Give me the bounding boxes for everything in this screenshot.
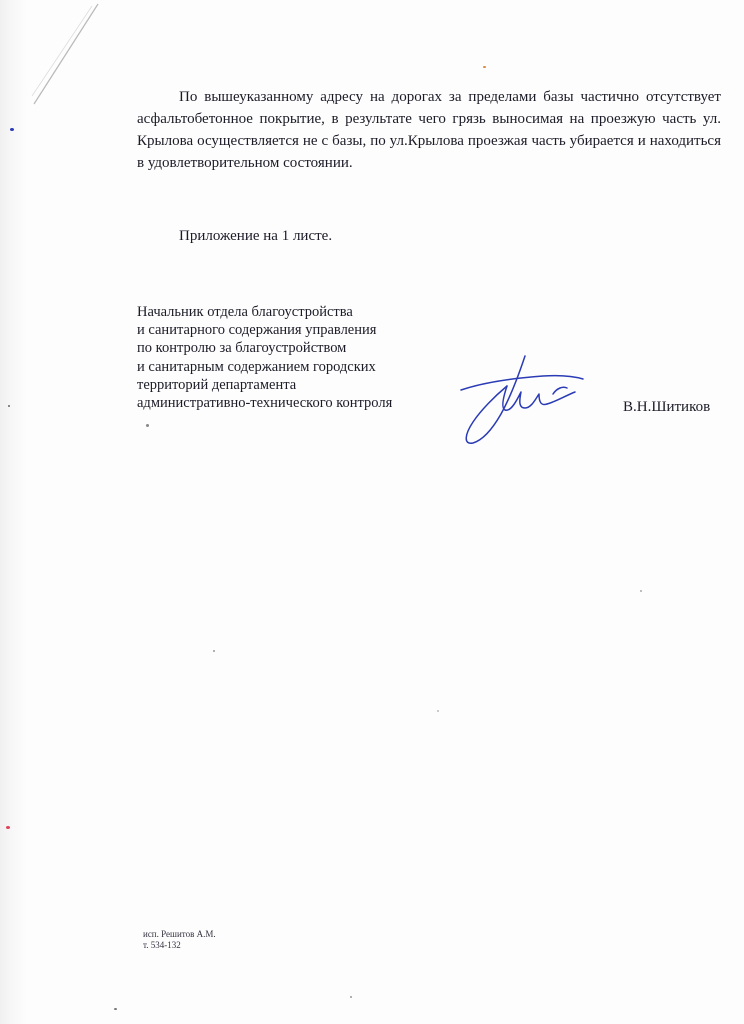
executor-info xyxy=(143,929,216,951)
scan-speck xyxy=(437,710,439,712)
executor-name: исп. Решитов А.М. xyxy=(143,929,216,939)
position-line: административно-технического контроля xyxy=(137,395,393,412)
position-line: Начальник отдела благоустройства xyxy=(137,304,353,320)
scan-speck xyxy=(213,650,215,652)
scan-edge-shadow xyxy=(0,0,28,1024)
scan-speck xyxy=(6,826,10,829)
scan-speck xyxy=(350,996,352,998)
paper-fold-mark xyxy=(30,0,100,110)
letter-body-paragraph: По вышеуказанному адресу на дорогах за пределами базы частично отсутствует асфальтобетонное покрытие, в результате чего грязь выносимая на проезжую часть ул. Крылова осуществляется не с базы, по ул.Крылова проезжая часть убирается и находиться в удовлетворительном состоянии. xyxy=(137,89,721,171)
scan-speck xyxy=(114,1008,117,1010)
position-line: по контролю за благоустройством xyxy=(137,340,347,357)
scan-speck xyxy=(483,66,486,68)
position-line: и санитарным содержанием городских xyxy=(137,358,376,375)
signatory-position xyxy=(137,303,457,412)
scan-speck xyxy=(146,424,149,427)
scan-speck xyxy=(640,590,642,592)
position-line: и санитарного содержания управления xyxy=(137,322,377,339)
signer-name: В.Н.Шитиков xyxy=(623,399,711,415)
scan-speck xyxy=(10,128,14,131)
attachment-note: Приложение на 1 листе. xyxy=(179,228,333,244)
position-line: территорий департамента xyxy=(137,376,297,393)
handwritten-signature xyxy=(455,352,590,447)
scan-speck xyxy=(8,405,10,407)
executor-phone: т. 534-132 xyxy=(143,940,181,950)
